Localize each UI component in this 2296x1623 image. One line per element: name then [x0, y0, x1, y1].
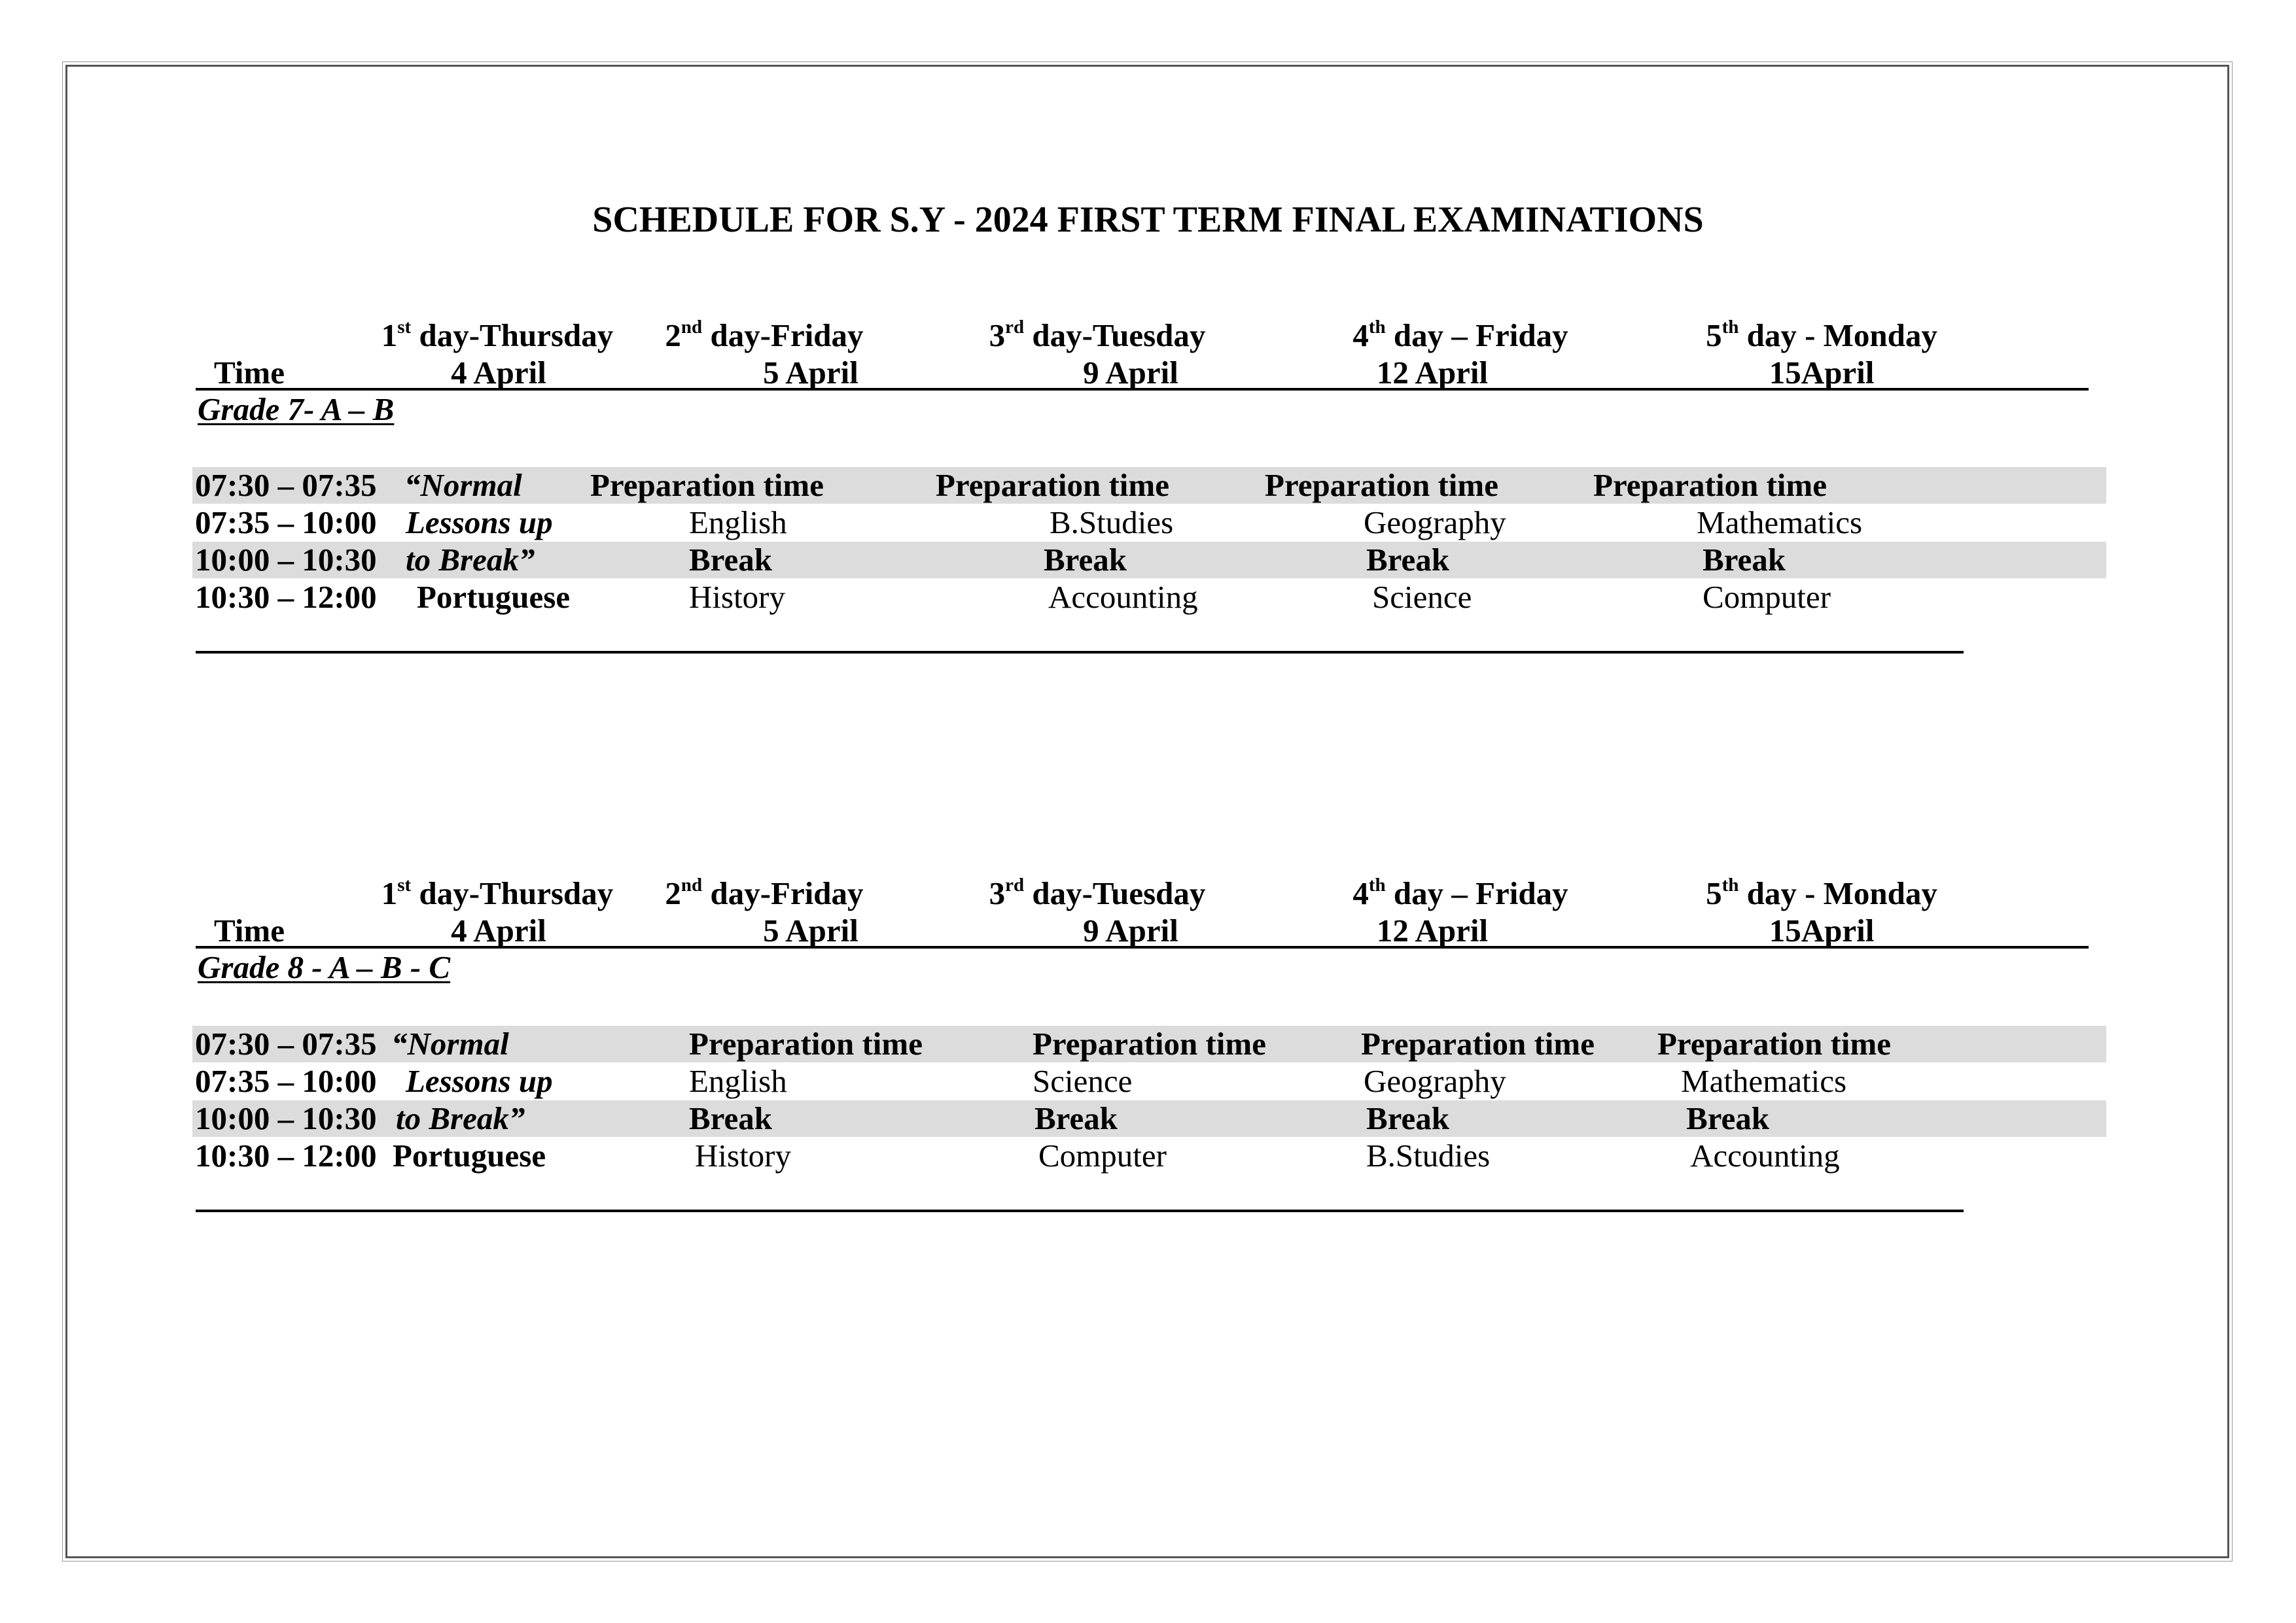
- day-4-heading: 4th day – Friday: [1352, 875, 1568, 911]
- time-slot: 10:30 – 12:00: [195, 1138, 377, 1174]
- preparation-time: Preparation time: [590, 467, 824, 503]
- section-end-rule: [196, 651, 1964, 654]
- day-1-heading: 1st day-Thursday: [381, 875, 614, 911]
- day-3-heading: 3rd day-Tuesday: [989, 875, 1206, 911]
- preparation-time: Preparation time: [1361, 1026, 1595, 1062]
- first-day-note: Lessons up: [406, 1063, 553, 1099]
- preparation-time: Preparation time: [1265, 467, 1498, 503]
- exam-subject: Science: [1033, 1063, 1133, 1099]
- preparation-time: Preparation time: [936, 467, 1169, 503]
- day-5-heading: 5th day - Monday: [1706, 317, 1937, 353]
- day-3-heading: 3rd day-Tuesday: [989, 317, 1206, 353]
- break-label: Break: [1034, 1100, 1118, 1136]
- preparation-time: Preparation time: [689, 1026, 923, 1062]
- first-day-note: to Break”: [406, 542, 535, 578]
- exam-subject: Computer: [1703, 579, 1831, 615]
- day-2-heading: 2nd day-Friday: [665, 875, 864, 911]
- exam-subject: Geography: [1364, 504, 1506, 540]
- day-5-heading: 5th day - Monday: [1706, 875, 1937, 911]
- grade-label: Grade 7- A – B: [198, 391, 395, 427]
- exam-subject: Accounting: [1048, 579, 1198, 615]
- section-end-rule: [196, 1210, 1964, 1212]
- exam-subject: English: [689, 1063, 787, 1099]
- first-day-note: “Normal: [404, 467, 522, 503]
- day-2-heading: 2nd day-Friday: [665, 317, 864, 353]
- first-day-subject: Portuguese: [417, 579, 571, 615]
- time-column-label: Time: [214, 913, 285, 949]
- time-slot: 07:35 – 10:00: [195, 504, 377, 540]
- day-5-date: 15April: [1769, 355, 1875, 391]
- exam-subject: History: [689, 579, 785, 615]
- day-4-date: 12 April: [1376, 355, 1489, 391]
- first-day-subject: Portuguese: [393, 1138, 546, 1174]
- time-slot: 07:30 – 07:35: [195, 467, 377, 503]
- break-label: Break: [1044, 542, 1127, 578]
- day-4-heading: 4th day – Friday: [1352, 317, 1568, 353]
- exam-subject: History: [695, 1138, 791, 1174]
- time-slot: 10:00 – 10:30: [195, 1100, 377, 1136]
- exam-subject: Computer: [1038, 1138, 1167, 1174]
- exam-subject: Accounting: [1690, 1138, 1840, 1174]
- break-label: Break: [689, 542, 773, 578]
- day-1-date: 4 April: [451, 355, 546, 391]
- first-day-note: to Break”: [396, 1100, 525, 1136]
- day-1-heading: 1st day-Thursday: [381, 317, 614, 353]
- day-4-date: 12 April: [1376, 913, 1489, 949]
- exam-subject: Geography: [1364, 1063, 1506, 1099]
- day-5-date: 15April: [1769, 913, 1875, 949]
- day-3-date: 9 April: [1083, 913, 1178, 949]
- header-rule: [196, 388, 2089, 391]
- grade-label: Grade 8 - A – B - C: [198, 949, 451, 985]
- exam-subject: Mathematics: [1697, 504, 1863, 540]
- preparation-time: Preparation time: [1593, 467, 1827, 503]
- header-rule: [196, 946, 2089, 949]
- break-label: Break: [1366, 1100, 1450, 1136]
- first-day-note: “Normal: [391, 1026, 509, 1062]
- time-column-label: Time: [214, 355, 285, 391]
- time-slot: 07:30 – 07:35: [195, 1026, 377, 1062]
- preparation-time: Preparation time: [1033, 1026, 1266, 1062]
- exam-subject: English: [689, 504, 787, 540]
- exam-subject: Science: [1372, 579, 1472, 615]
- exam-subject: Mathematics: [1681, 1063, 1847, 1099]
- day-2-date: 5 April: [763, 355, 858, 391]
- time-slot: 10:00 – 10:30: [195, 542, 377, 578]
- first-day-note: Lessons up: [406, 504, 553, 540]
- break-label: Break: [1703, 542, 1786, 578]
- break-label: Break: [1366, 542, 1450, 578]
- time-slot: 07:35 – 10:00: [195, 1063, 377, 1099]
- break-label: Break: [689, 1100, 773, 1136]
- page-border: [65, 65, 2229, 1558]
- break-label: Break: [1686, 1100, 1770, 1136]
- time-slot: 10:30 – 12:00: [195, 579, 377, 615]
- day-3-date: 9 April: [1083, 355, 1178, 391]
- day-2-date: 5 April: [763, 913, 858, 949]
- day-1-date: 4 April: [451, 913, 546, 949]
- schedule-title: SCHEDULE FOR S.Y - 2024 FIRST TERM FINAL EXAMINATIONS: [592, 200, 1704, 240]
- preparation-time: Preparation time: [1657, 1026, 1891, 1062]
- exam-subject: B.Studies: [1050, 504, 1174, 540]
- exam-subject: B.Studies: [1366, 1138, 1491, 1174]
